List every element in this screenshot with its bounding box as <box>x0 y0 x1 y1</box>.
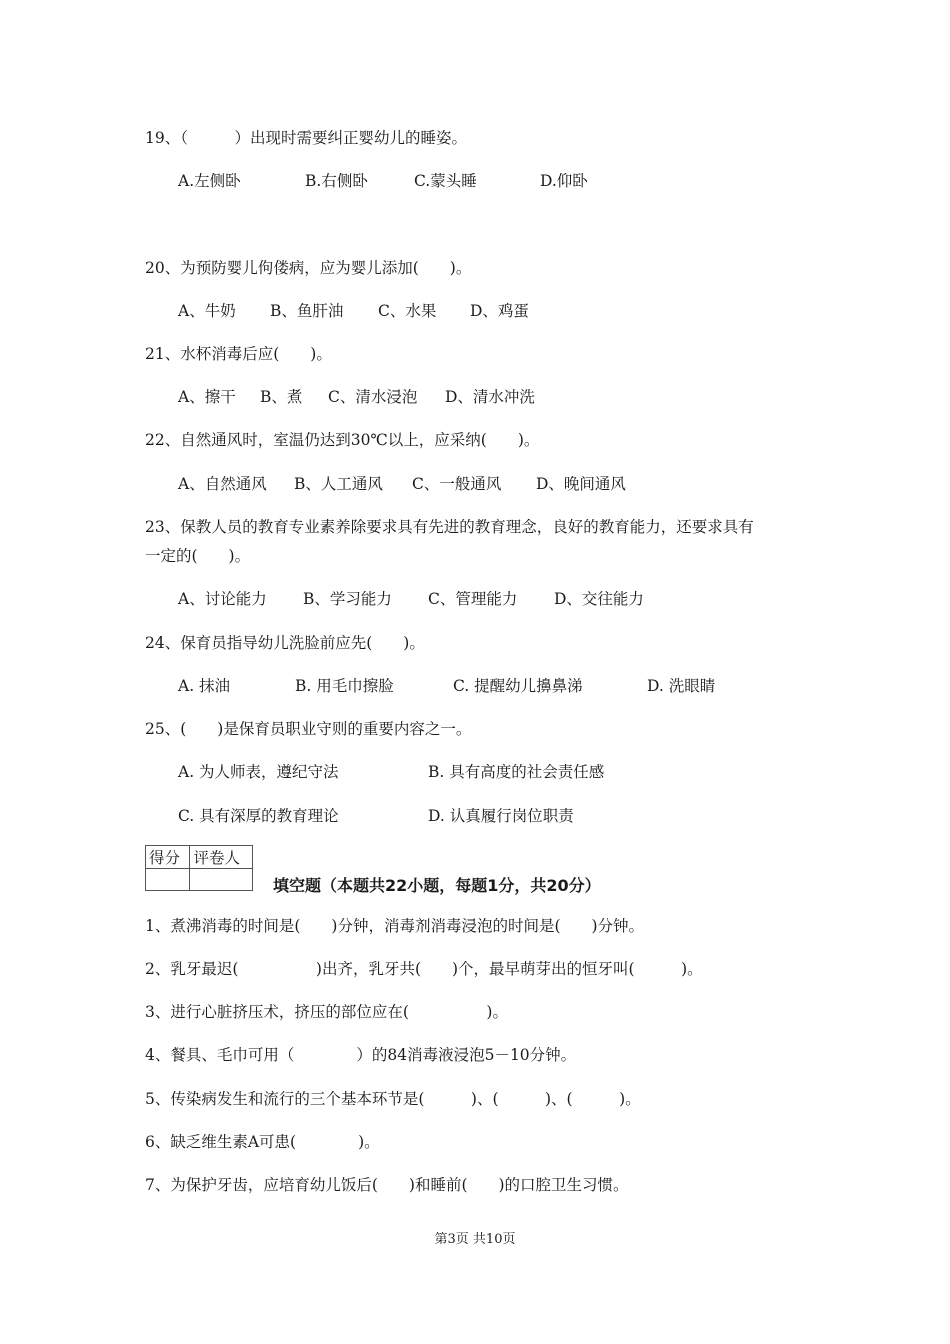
question-19-option-d: D.仰卧 <box>540 172 588 190</box>
question-24-option-c: C. 提醒幼儿擤鼻涕 <box>453 677 583 695</box>
question-20-option-d: D、鸡蛋 <box>470 302 529 320</box>
score-box-score-cell <box>146 869 190 891</box>
question-19-stem: 19、（ ）出现时需要纠正婴幼儿的睡姿。 <box>145 129 467 147</box>
question-25-option-b: B. 具有高度的社会责任感 <box>428 763 605 781</box>
question-20-option-c: C、水果 <box>378 302 437 320</box>
question-25-option-d: D. 认真履行岗位职责 <box>428 807 574 825</box>
question-19-option-a: A.左侧卧 <box>178 172 241 190</box>
question-21-option-c: C、清水浸泡 <box>328 388 418 406</box>
question-21-option-d: D、清水冲洗 <box>445 388 535 406</box>
fill-item-1: 1、煮沸消毒的时间是( )分钟，消毒剂消毒浸泡的时间是( )分钟。 <box>145 917 645 935</box>
score-box <box>145 845 253 891</box>
page-footer: 第3页 共10页 <box>434 1232 516 1247</box>
question-22-option-a: A、自然通风 <box>178 475 267 493</box>
question-19-option-c: C.蒙头睡 <box>414 172 477 190</box>
question-25-option-a: A. 为人师表，遵纪守法 <box>178 763 339 781</box>
question-22-option-b: B、人工通风 <box>294 475 383 493</box>
question-23-option-d: D、交往能力 <box>554 590 644 608</box>
score-box-grader-label: 评卷人 <box>190 846 253 869</box>
question-21-option-b: B、煮 <box>260 388 303 406</box>
question-23-option-b: B、学习能力 <box>303 590 392 608</box>
question-23-option-a: A、讨论能力 <box>178 590 267 608</box>
score-box-grader-cell <box>190 869 253 891</box>
question-20-option-b: B、鱼肝油 <box>270 302 344 320</box>
question-23-option-c: C、管理能力 <box>428 590 518 608</box>
question-22-option-c: C、一般通风 <box>412 475 502 493</box>
fill-item-3: 3、进行心脏挤压术，挤压的部位应在( )。 <box>145 1003 508 1021</box>
question-20-option-a: A、牛奶 <box>178 302 236 320</box>
fill-item-4: 4、餐具、毛巾可用（ ）的84消毒液浸泡5－10分钟。 <box>145 1046 577 1064</box>
fill-item-5: 5、传染病发生和流行的三个基本环节是( )、( )、( )。 <box>145 1090 641 1108</box>
fill-item-6: 6、缺乏维生素A可患( )。 <box>145 1133 380 1151</box>
section-title: 填空题（本题共22小题，每题1分，共20分） <box>273 876 601 895</box>
question-19-option-b: B.右侧卧 <box>305 172 368 190</box>
question-24-option-a: A. 抹油 <box>178 677 231 695</box>
score-box-score-label: 得分 <box>146 846 190 869</box>
question-20-stem: 20、为预防婴儿佝偻病，应为婴儿添加( )。 <box>145 259 472 277</box>
fill-item-2: 2、乳牙最迟( )出齐，乳牙共( )个，最早萌芽出的恒牙叫( )。 <box>145 960 703 978</box>
question-25-option-c: C. 具有深厚的教育理论 <box>178 807 339 825</box>
fill-item-7: 7、为保护牙齿，应培育幼儿饭后( )和睡前( )的口腔卫生习惯。 <box>145 1176 629 1194</box>
question-23-stem-continued: 一定的( )。 <box>145 547 251 565</box>
question-22-option-d: D、晚间通风 <box>536 475 626 493</box>
question-22-stem: 22、自然通风时，室温仍达到30℃以上，应采纳( )。 <box>145 431 540 449</box>
question-23-stem: 23、保教人员的教育专业素养除要求具有先进的教育理念，良好的教育能力，还要求具有 <box>145 518 754 536</box>
question-25-stem: 25、( )是保育员职业守则的重要内容之一。 <box>145 720 472 738</box>
question-21-option-a: A、擦干 <box>178 388 236 406</box>
question-24-stem: 24、保育员指导幼儿洗脸前应先( )。 <box>145 634 425 652</box>
question-24-option-b: B. 用毛巾擦脸 <box>295 677 394 695</box>
question-21-stem: 21、水杯消毒后应( )。 <box>145 345 332 363</box>
question-24-option-d: D. 洗眼睛 <box>647 677 716 695</box>
